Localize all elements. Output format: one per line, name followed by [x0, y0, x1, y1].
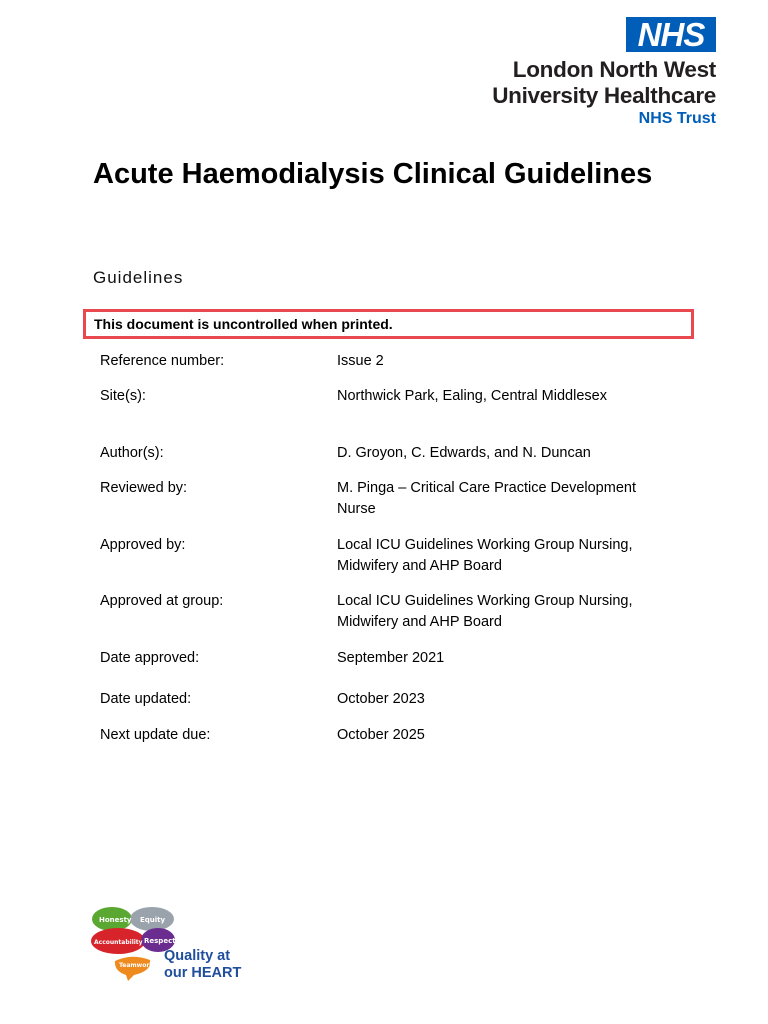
equity-label: Equity [140, 916, 166, 924]
detail-label: Approved by: [100, 537, 186, 553]
organisation-name [492, 57, 716, 129]
detail-value: October 2025 [337, 727, 425, 743]
values-tagline [164, 948, 254, 982]
detail-value: Local ICU Guidelines Working Group Nursing, Midwifery and AHP Board [337, 537, 633, 574]
detail-label: Reviewed by: [100, 480, 188, 496]
tagline-line-2: our HEART [164, 965, 242, 981]
teamwork-label: Teamwork [119, 962, 154, 969]
detail-label: Next update due: [100, 727, 211, 743]
tagline-line-1: Quality at [164, 948, 231, 964]
detail-value: Issue 2 [337, 353, 384, 369]
document-title: Acute Haemodialysis Clinical Guidelines [93, 158, 653, 190]
accountability-label: Accountability [94, 939, 143, 946]
detail-value: October 2023 [337, 691, 425, 707]
uncontrolled-notice: This document is uncontrolled when printed. [83, 309, 694, 339]
org-name-line-1: London North West [512, 57, 716, 82]
detail-value: September 2021 [337, 650, 445, 666]
honesty-label: Honesty [99, 916, 132, 924]
org-name-line-2: University Healthcare [492, 83, 716, 108]
detail-label: Date updated: [100, 691, 192, 707]
nhs-logo: NHS [626, 17, 716, 52]
detail-label: Author(s): [100, 445, 164, 461]
detail-label: Date approved: [100, 650, 200, 666]
detail-value: D. Groyon, C. Edwards, and N. Duncan [337, 445, 591, 461]
org-name-trust: NHS Trust [638, 110, 716, 127]
detail-value: Local ICU Guidelines Working Group Nursing, Midwifery and AHP Board [337, 593, 633, 630]
detail-label: Site(s): [100, 388, 146, 404]
detail-label: Reference number: [100, 353, 225, 369]
values-badge [90, 905, 240, 985]
detail-value: M. Pinga – Critical Care Practice Development Nurse [337, 480, 636, 517]
respect-label: Respect [144, 937, 176, 945]
document-subtitle: Guidelines [93, 268, 184, 287]
detail-label: Approved at group: [100, 593, 224, 609]
detail-value: Northwick Park, Ealing, Central Middlesex [337, 388, 607, 404]
